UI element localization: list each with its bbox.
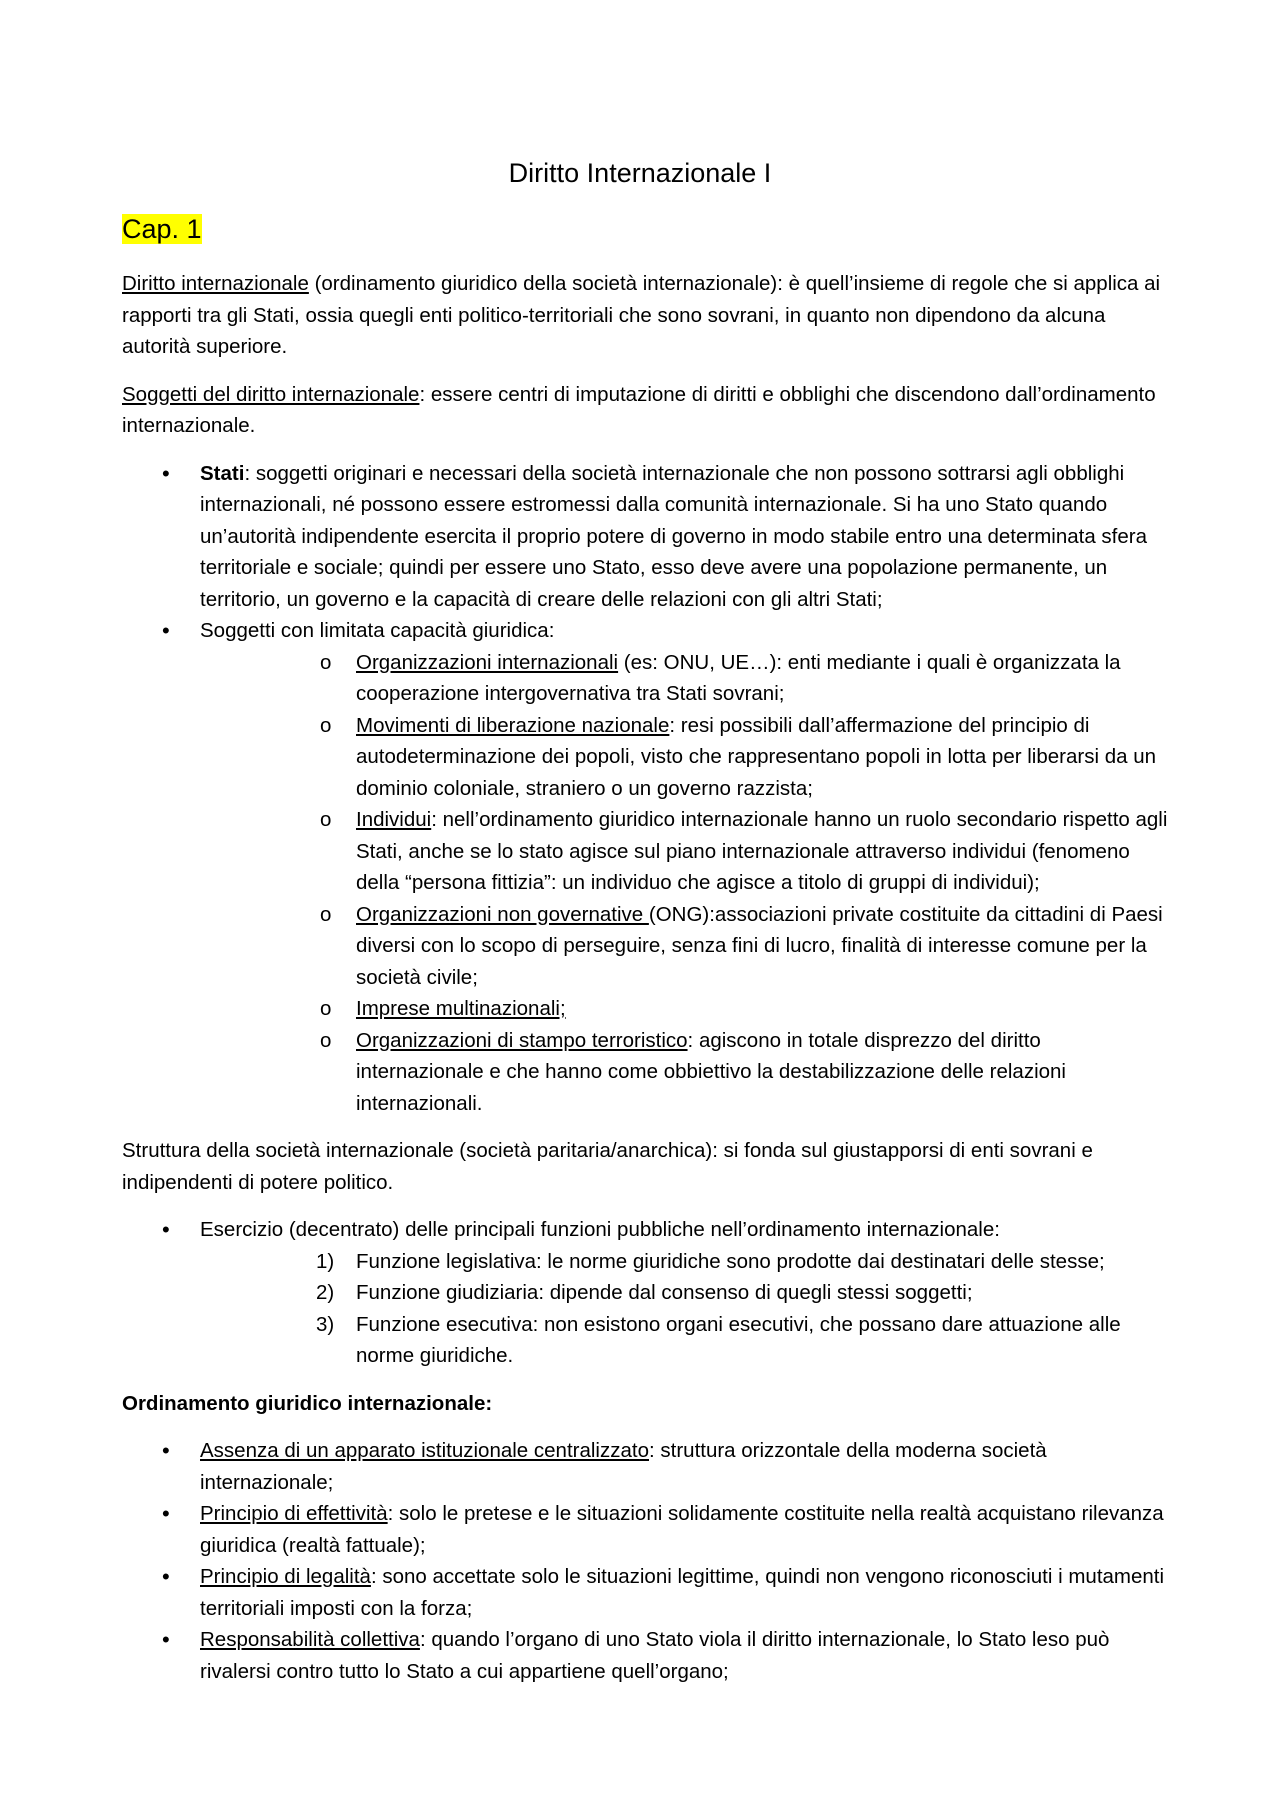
heading-ordinamento: Ordinamento giuridico internazionale:	[122, 1391, 493, 1415]
term-stati: Stati	[200, 461, 245, 485]
item-text: (ONG):associazioni private costituite da cittadini di Paesi diversi con lo scopo di perseguire, senza fini di lucro, finalità di interesse comune per la società civile;	[356, 902, 1163, 989]
functions-numbered-list	[200, 1246, 1172, 1372]
list-item	[200, 710, 1172, 805]
item-text: Funzione legislativa: le norme giuridiche sono prodotte dai destinatari delle stesse;	[356, 1249, 1105, 1273]
item-text: : nell’ordinamento giuridico internazionale hanno un ruolo secondario rispetto agli Stati, anche se lo stato agisce sul piano internazionale attraverso individui (fenomeno della “persona fittizia”: un individuo che agisce a titolo di gruppi di individui);	[356, 808, 1168, 894]
list-item	[200, 1309, 1172, 1372]
item-text: : resi possibili dall’affermazione del principio di autodeterminazione dei popoli, visto che rappresentano popoli in lotta per liberarsi da un dominio coloniale, straniero o un governo razzista;	[356, 713, 1157, 800]
list-item	[122, 1561, 1172, 1624]
paragraph-definition	[122, 268, 1172, 363]
item-number: 1)	[316, 1249, 335, 1273]
soggetti-text: : essere centri di imputazione di diritti e obblighi che discendono dall’ordinamento internazionale.	[122, 382, 1156, 437]
term: Assenza di un apparato istituzionale centralizzato	[200, 1439, 649, 1462]
list-item	[200, 1246, 1172, 1278]
item-text: : sono accettate solo le situazioni legittime, quindi non vengono riconosciuti i mutamenti territoriali imposti con la forza;	[200, 1565, 1165, 1620]
term-soggetti: Soggetti del diritto internazionale	[122, 382, 420, 406]
item-text: Funzione esecutiva: non esistono organi esecutivi, che possano dare attuazione alle norme giuridiche.	[356, 1312, 1121, 1367]
document-body	[122, 268, 1172, 1703]
list-item	[122, 1624, 1172, 1687]
paragraph-soggetti	[122, 379, 1172, 442]
definition-text: (ordinamento giuridico della società internazionale): è quell’insieme di regole che si applica ai rapporti tra gli Stati, ossia quegli enti politico-territoriali che sono sovrani, in quanto non dipendono da alcuna autorità superiore.	[122, 272, 1161, 358]
term: Imprese multinazionali;	[356, 997, 566, 1020]
list-item-limited	[122, 615, 1172, 1119]
list-item	[200, 993, 1172, 1025]
limited-subjects-list	[200, 647, 1172, 1120]
term: Principio di effettività	[200, 1502, 388, 1525]
item-text: : quando l’organo di uno Stato viola il diritto internazionale, lo Stato leso può rivalersi contro tutto lo Stato a cui appartiene quell’organo;	[200, 1628, 1110, 1683]
list-item	[122, 1435, 1172, 1498]
term: Principio di legalità	[200, 1565, 371, 1588]
list-item	[200, 647, 1172, 710]
chapter-heading	[122, 212, 202, 246]
subjects-list	[122, 458, 1172, 1120]
term: Organizzazioni non governative	[356, 902, 649, 926]
item-text: : agiscono in totale disprezzo del diritto internazionale e che hanno come obbiettivo la destabilizzazione delle relazioni internazionali.	[356, 1028, 1066, 1115]
term: Movimenti di liberazione nazionale	[356, 713, 670, 737]
term: Responsabilità collettiva	[200, 1628, 420, 1651]
list-item-functions	[122, 1214, 1172, 1372]
list-item-stati	[122, 458, 1172, 616]
ordinamento-list	[122, 1435, 1172, 1687]
limited-text: Soggetti con limitata capacità giuridica:	[200, 619, 555, 642]
item-number: 2)	[316, 1281, 335, 1304]
term: Organizzazioni internazionali	[356, 650, 619, 674]
chapter-highlight: Cap. 1	[122, 214, 202, 244]
list-item	[200, 804, 1172, 899]
list-item	[122, 1498, 1172, 1561]
list-item	[200, 1277, 1172, 1309]
term: Organizzazioni di stampo terroristico	[356, 1028, 688, 1052]
item-number: 3)	[316, 1312, 335, 1336]
document-title: Diritto Internazionale I	[508, 158, 772, 188]
term: Individui	[356, 808, 432, 831]
item-text: Funzione giudiziaria: dipende dal consenso di quegli stessi soggetti;	[356, 1281, 973, 1304]
item-text: : struttura orizzontale della moderna società internazionale;	[200, 1439, 1047, 1494]
stati-text: : soggetti originari e necessari della società internazionale che non possono sottrarsi agli obblighi internazionali, né possono essere estromessi dalla comunità internazionale. Si ha uno Stato quando un’autorità indipendente esercita il proprio potere di governo in modo stabile entro una determinata sfera territoriale e sociale; quindi per essere uno Stato, esso deve avere una popolazione permanente, un territorio, un governo e la capacità di creare delle relazioni con gli altri Stati;	[200, 461, 1148, 611]
list-item	[200, 899, 1172, 994]
item-text: (es: ONU, UE…): enti mediante i quali è organizzata la cooperazione intergovernativa tra Stati sovrani;	[356, 650, 1121, 705]
functions-intro: Esercizio (decentrato) delle principali funzioni pubbliche nell’ordinamento internazionale:	[200, 1218, 1000, 1241]
item-text: : solo le pretese e le situazioni solidamente costituite nella realtà acquistano rilevanza giuridica (realtà fattuale);	[200, 1502, 1164, 1557]
paragraph-struttura: Struttura della società internazionale (società paritaria/anarchica): si fonda sul giustapporsi di enti sovrani e indipendenti di potere politico.	[122, 1139, 1093, 1194]
term-diritto-internazionale: Diritto internazionale	[122, 272, 309, 295]
functions-list	[122, 1214, 1172, 1372]
list-item	[200, 1025, 1172, 1120]
